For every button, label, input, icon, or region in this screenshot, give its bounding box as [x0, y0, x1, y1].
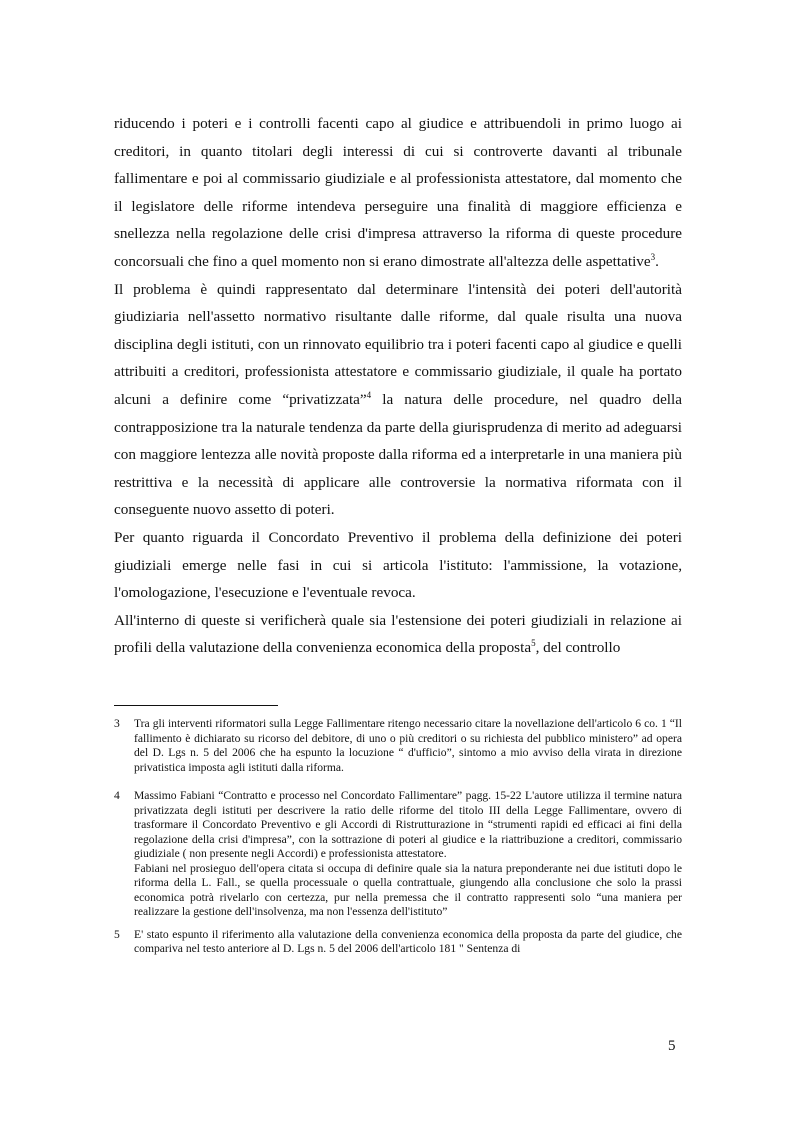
footnote-4 — [114, 789, 682, 920]
footnote-5 — [114, 928, 682, 957]
footnote-ref-3[interactable]: 3 — [650, 251, 656, 262]
footnote-text: Massimo Fabiani “Contratto e processo nel Concordato Fallimentare” pagg. 15-22 L'autore utilizza il termine natura privatizzata degli istituti per descrivere la ratio delle riforme del titolo III della Legge Fallimentare, ovvero di trasformare il Concordato Preventivo e gli Accordi di Ristrutturazione in “strumenti rapidi ed efficaci ai fini della regolazione della crisi d'impresa”, con la sottrazione di poteri al giudice e la riattribuzione a creditori, commissario giudiziale ( non presente negli Accordi) e professionista attestatore. — [134, 789, 682, 860]
main-text — [114, 110, 682, 662]
footnote-number: 3 — [114, 717, 120, 730]
footnote-3 — [114, 717, 682, 775]
footnote-ref-4[interactable]: 4 — [366, 389, 372, 400]
paragraph-2: Il problema è quindi rappresentato dal determinare l'intensità dei poteri dell'autorità giudiziaria nell'assetto normativo risultante dalle riforme, dal quale risulta una nuova disciplina degli istituti, con un rinnovato equilibrio tra i poteri facenti capo al giudice e quelli attribuiti a creditori, professionista attestatore e commissario giudiziale, il quale ha portato alcuni a definire come “privatizzata”$^4$ la natura delle procedure, nel quadro della contrapposizione tra la naturale tendenza da parte della giurisprudenza di merito ad adeguarsi con maggiore lentezza alle novità proposte dalla riforma ed a interpretarle in una maniera più restrittiva e la necessità di applicare alle controversie la normativa riformata con il conseguente nuovo assetto di poteri. — [114, 280, 682, 519]
footnote-ref-5[interactable]: 5 — [531, 638, 536, 649]
page-number: 5 — [668, 1038, 676, 1054]
footnote-number: 5 — [114, 927, 120, 941]
footnote-separator — [114, 705, 278, 706]
paragraph-1: riducendo i poteri e i controlli facenti capo al giudice e attribuendoli in primo luogo ai creditori, in quanto titolari degli interessi di cui si controverte davanti al tribunale fallimentare e poi al commissario giudiziale e al professionista attestatore, dal momento che il legislatore delle riforme intendeva perseguire una finalità di maggiore efficienza e snellezza nella regolazione delle crisi d'impresa attraverso la riforma di queste procedure concorsuali che fino a quel momento non si erano dimostrate all'altezza delle aspettative$^3$. — [114, 115, 682, 270]
footnote-text: Tra gli interventi riformatori sulla Legge Fallimentare ritengo necessario citare la novellazione dell'articolo 6 co. 1 “Il fallimento è dichiarato su ricorso del debitore, di uno o più creditori o su richiesta del pubblico ministero” ad opera del D. Lgs n. 5 del 2006 che ha espunto la locuzione “ d'ufficio”, sintomo a mio avviso della virata in direzione privatistica imposta agli istituti dalla riforma. — [134, 717, 682, 774]
footnote-text: E' stato espunto il riferimento alla valutazione della convenienza economica della proposta da parte del giudice, che compariva nel testo anteriore al D. Lgs n. 5 del 2006 dell'articolo 181 " Sentenza di — [134, 927, 682, 955]
footnote-text-continued: Fabiani nel prosieguo dell'opera citata si occupa di definire quale sia la natura preponderante nei due istituti dopo le riforma della L. Fall., se quella processuale o quella contrattuale, giungendo alla conclusione che solo la prassi economica potrà rivelarlo con certezza, pur nella premessa che il contratto rappresenti solo “una maniera per realizzare la gestione dell'insolvenza, ma non l'essenza dell'istituto” — [134, 861, 682, 918]
paragraph-4: All'interno di queste si verificherà quale sia l'estensione dei poteri giudiziali in relazione ai profili della valutazione della convenienza economica della proposta$^5$, del controllo — [114, 611, 682, 657]
footnote-number: 4 — [114, 789, 120, 802]
footnotes — [114, 717, 682, 957]
paragraph-3: Per quanto riguarda il Concordato Preventivo il problema della definizione dei poteri giudiziali emerge nelle fasi in cui si articola l'istituto: l'ammissione, la votazione, l'omologazione, l'esecuzione e l'eventuale revoca. — [114, 528, 682, 602]
